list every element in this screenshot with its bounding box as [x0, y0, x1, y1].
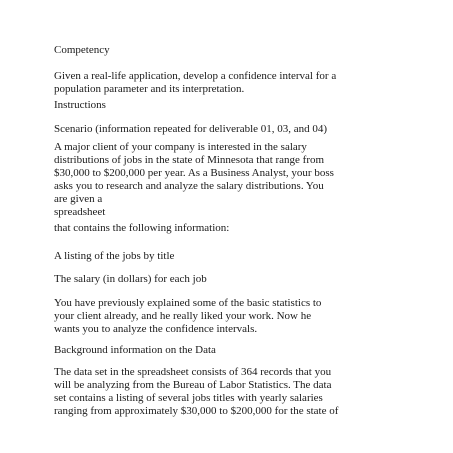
- scenario-text-line: are given a: [54, 193, 103, 205]
- previous-work-text-line: You have previously explained some of the basic statistics to: [54, 297, 322, 309]
- scenario-text-line: asks you to research and analyze the salary distributions. You: [54, 180, 324, 192]
- background-text-line: will be analyzing from the Bureau of Labor Statistics. The data: [54, 379, 332, 391]
- scenario-text-line: distributions of jobs in the state of Minnesota that range from: [54, 154, 325, 166]
- background-text-line: set contains a listing of several jobs titles with yearly salaries: [54, 392, 323, 404]
- scenario-heading: Scenario (information repeated for deliverable 01, 03, and 04): [54, 123, 328, 135]
- heading-instructions: Instructions: [54, 99, 106, 111]
- list-item-salary: The salary (in dollars) for each job: [54, 273, 207, 285]
- scenario-text-line: spreadsheet: [54, 206, 106, 218]
- scenario-text-line: $30,000 to $200,000 per year. As a Business Analyst, your boss: [54, 167, 334, 179]
- background-text-line: ranging from approximately $30,000 to $200,000 for the state of: [54, 405, 339, 417]
- spreadsheet-intro-line: that contains the following information:: [54, 222, 230, 234]
- heading-background-data: Background information on the Data: [54, 344, 216, 356]
- competency-text-line: population parameter and its interpretation.: [54, 83, 245, 95]
- heading-competency: Competency: [54, 44, 110, 56]
- list-item-job-titles: A listing of the jobs by title: [54, 250, 175, 262]
- scenario-text-line: A major client of your company is interested in the salary: [54, 141, 307, 153]
- background-text-line: The data set in the spreadsheet consists of 364 records that you: [54, 366, 332, 378]
- previous-work-text-line: your client already, and he really liked your work. Now he: [54, 310, 312, 322]
- competency-text-line: Given a real-life application, develop a confidence interval for a: [54, 70, 337, 82]
- previous-work-text-line: wants you to analyze the confidence intervals.: [54, 323, 258, 335]
